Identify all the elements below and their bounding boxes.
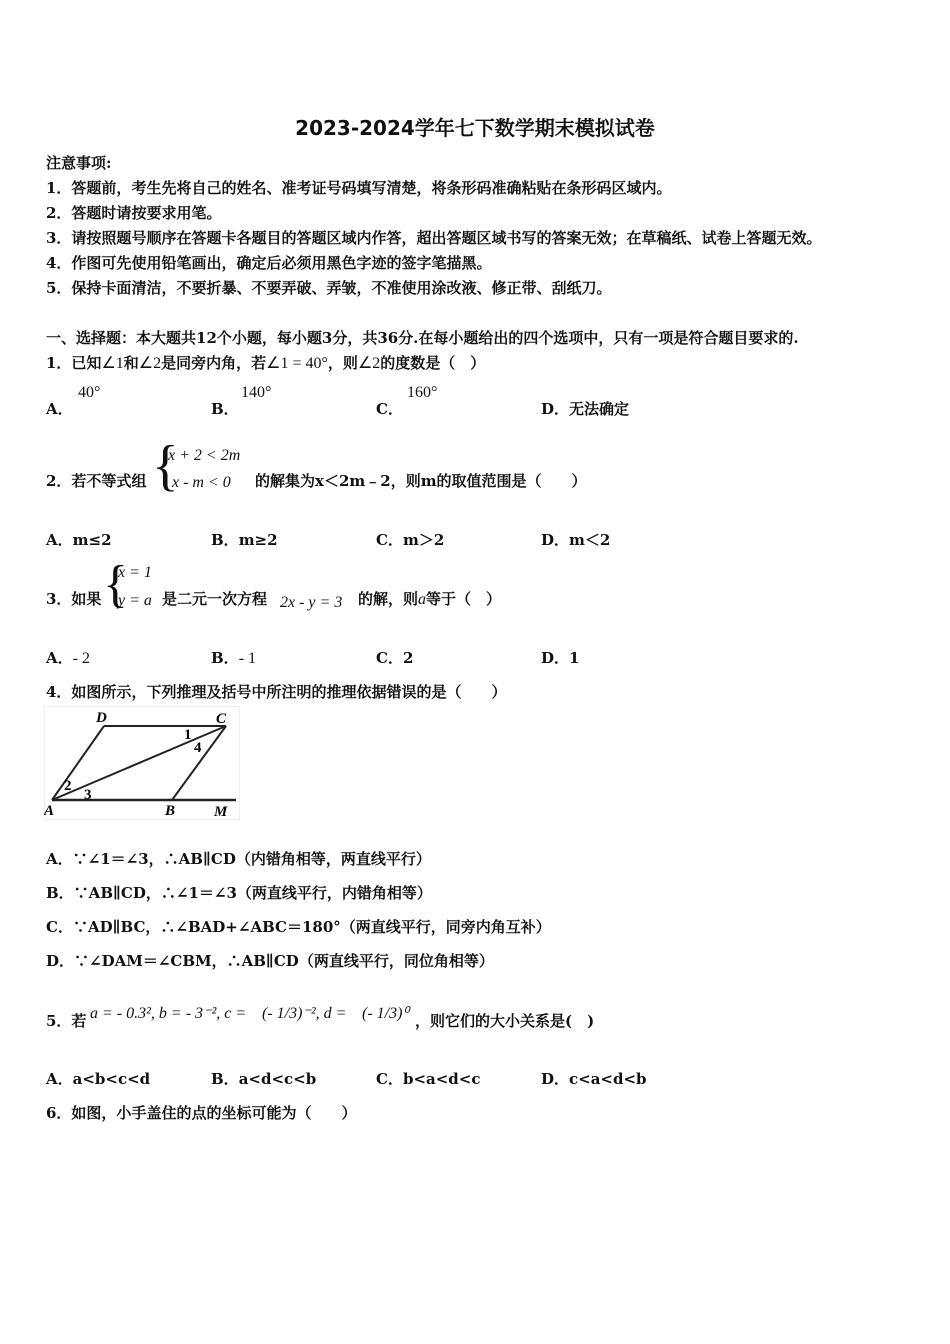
q1-stem-d: 的度数是（ ） bbox=[380, 354, 486, 372]
label-b: B bbox=[165, 803, 176, 819]
q2-option-d bbox=[541, 529, 610, 550]
q5-option-c bbox=[376, 1068, 481, 1089]
q3-option-c-value: 2 bbox=[402, 649, 414, 667]
q3-option-d bbox=[541, 647, 579, 668]
q1-angle-1: ∠1 bbox=[101, 355, 124, 372]
q5-option-d-label: D． bbox=[541, 1070, 570, 1088]
q4-option-c: C．∵AD∥BC，∴∠BAD+∠ABC＝180°（两直线平行，同旁内角互补） bbox=[46, 918, 551, 936]
q3-option-a bbox=[46, 647, 90, 668]
q1-option-c-value: 160° bbox=[407, 384, 438, 401]
q3-equation-1: x = 1 bbox=[118, 564, 152, 581]
q5-option-b-value: a<d<c<b bbox=[238, 1070, 317, 1088]
q6-stem: 6．如图，小手盖住的点的坐标可能为（ ） bbox=[46, 1104, 357, 1122]
q5-option-b-label: B． bbox=[211, 1070, 239, 1088]
q1-option-b-value: 140° bbox=[241, 384, 272, 401]
q5-option-a bbox=[46, 1068, 150, 1089]
label-angle-3: 3 bbox=[84, 787, 92, 803]
q2-option-a-value: m≤2 bbox=[72, 531, 112, 549]
notice-item-5: 5．保持卡面清洁，不要折暴、不要弄破、弄皱，不准使用涂改液、修正带、刮纸刀。 bbox=[46, 279, 612, 297]
label-d: D bbox=[96, 710, 107, 726]
q4-figure bbox=[44, 706, 240, 820]
q2-option-d-label: D． bbox=[541, 531, 570, 549]
page-title: 2023-2024学年七下数学期末模拟试卷 bbox=[295, 116, 655, 140]
q3-stem-cd bbox=[358, 588, 501, 609]
q2-option-c-label: C． bbox=[376, 531, 403, 549]
q5-option-d bbox=[541, 1068, 647, 1089]
q5-d-definition: (- 1/3)⁰ bbox=[362, 1005, 409, 1022]
q1-stem-a: 1．已知 bbox=[46, 354, 102, 372]
q1-option-a-label: A． bbox=[46, 400, 73, 418]
q2-option-c bbox=[376, 529, 444, 550]
q3-stem-a: 3．如果 bbox=[46, 590, 102, 608]
label-angle-2: 2 bbox=[64, 778, 72, 794]
q3-equation-3: 2x - y = 3 bbox=[280, 594, 343, 611]
q2-option-c-value: m＞2 bbox=[402, 531, 445, 549]
q1-option-d-value: 无法确定 bbox=[569, 400, 630, 418]
q1-stem-c: ，则 bbox=[327, 354, 358, 372]
question-1-stem bbox=[46, 352, 485, 373]
q1-option-d bbox=[541, 398, 629, 419]
q1-angle-2b: ∠2 bbox=[357, 355, 381, 372]
q2-stem-b: 的解集为x＜2m﹣2，则m的取值范围是（ ） bbox=[255, 472, 587, 490]
q5-a-definition: a = - 0.3², b = - 3⁻², c = bbox=[90, 1005, 247, 1022]
q3-option-c bbox=[376, 647, 413, 668]
q3-brace: { bbox=[103, 556, 128, 613]
notice-item-1: 1．答题前，考生先将自己的姓名、准考证号码填写清楚，将条形码准确粘贴在条形码区域内。 bbox=[46, 179, 672, 197]
q4-option-b: B．∵AB∥CD，∴∠1＝∠3（两直线平行，内错角相等） bbox=[46, 884, 432, 902]
q3-option-b-label: B． bbox=[211, 649, 239, 667]
q4-option-d: D．∵∠DAM＝∠CBM，∴AB∥CD（两直线平行，同位角相等） bbox=[46, 952, 494, 970]
label-angle-1: 1 bbox=[184, 727, 192, 743]
notice-item-3: 3．请按照题号顺序在答题卡各题目的答题区域内作答，超出答题区域书写的答案无效；在草稿纸、试卷上答题无效。 bbox=[46, 229, 822, 247]
q3-option-d-value: 1 bbox=[569, 649, 580, 667]
notice-item-4: 4．作图可先使用铅笔画出，确定后必须用黑色字迹的签字笔描黑。 bbox=[46, 254, 492, 272]
q2-stem-a: 2．若不等式组 bbox=[46, 472, 147, 490]
q4-stem: 4．如图所示，下列推理及括号中所注明的推理依据错误的是（ ） bbox=[46, 683, 507, 701]
q5-stem-b: ，则它们的大小关系是( ) bbox=[415, 1012, 595, 1030]
q2-equation-1: x + 2 < 2m bbox=[168, 447, 241, 464]
q1-condition: ∠1 = 40° bbox=[266, 355, 328, 372]
q3-equation-2: y = a bbox=[118, 592, 152, 609]
label-a: A bbox=[44, 803, 55, 819]
q5-option-a-label: A． bbox=[46, 1070, 73, 1088]
q5-option-a-value: a<b<c<d bbox=[72, 1070, 151, 1088]
q5-option-b bbox=[211, 1068, 316, 1089]
q3-variable: a bbox=[418, 591, 427, 608]
notice-heading: 注意事项: bbox=[46, 154, 112, 172]
q1-and: 和 bbox=[123, 354, 139, 372]
q3-option-b bbox=[211, 647, 256, 668]
q2-option-a-label: A． bbox=[46, 531, 73, 549]
q5-option-c-value: b<a<d<c bbox=[402, 1070, 481, 1088]
q5-option-d-value: c<a<d<b bbox=[569, 1070, 647, 1088]
section-heading: 一、选择题：本大题共12个小题，每小题3分，共36分.在每小题给出的四个选项中，只有一项是符合题目要求的. bbox=[46, 329, 799, 347]
q3-stem-d: 等于（ ） bbox=[426, 590, 502, 608]
q3-option-d-label: D． bbox=[541, 649, 570, 667]
q1-option-c-label: C． bbox=[376, 400, 403, 418]
q3-option-a-label: A． bbox=[46, 649, 73, 667]
q1-option-b-label: B． bbox=[211, 400, 239, 418]
q1-stem-b: 是同旁内角，若 bbox=[161, 354, 267, 372]
q2-option-d-value: m＜2 bbox=[569, 531, 611, 549]
q5-stem-a: 5．若 bbox=[46, 1012, 87, 1030]
q4-figure-frame bbox=[45, 707, 240, 820]
label-angle-4: 4 bbox=[194, 740, 202, 756]
q2-option-b-label: B． bbox=[211, 531, 239, 549]
q5-c-definition: (- 1/3)⁻², d = bbox=[262, 1005, 347, 1022]
q2-brace: { bbox=[152, 435, 179, 497]
label-c: C bbox=[216, 711, 227, 727]
q2-option-a bbox=[46, 529, 112, 550]
q3-stem-c: 的解，则 bbox=[358, 590, 419, 608]
q1-angle-2: ∠2 bbox=[138, 355, 162, 372]
q5-option-c-label: C． bbox=[376, 1070, 403, 1088]
q4-option-a: A．∵∠1＝∠3，∴AB∥CD（内错角相等，两直线平行） bbox=[46, 850, 431, 868]
notice-item-2: 2．答题时请按要求用笔。 bbox=[46, 204, 222, 222]
q3-stem-b: 是二元一次方程 bbox=[162, 590, 268, 608]
label-m: M bbox=[214, 804, 228, 820]
q1-option-a-value: 40° bbox=[78, 384, 101, 401]
q3-option-b-value: - 1 bbox=[238, 650, 257, 667]
q2-option-b bbox=[211, 529, 278, 550]
q2-option-b-value: m≥2 bbox=[238, 531, 278, 549]
q3-option-c-label: C． bbox=[376, 649, 403, 667]
q2-equation-2: x - m < 0 bbox=[172, 474, 231, 491]
q3-option-a-value: - 2 bbox=[72, 650, 90, 667]
q1-option-d-label: D． bbox=[541, 400, 570, 418]
